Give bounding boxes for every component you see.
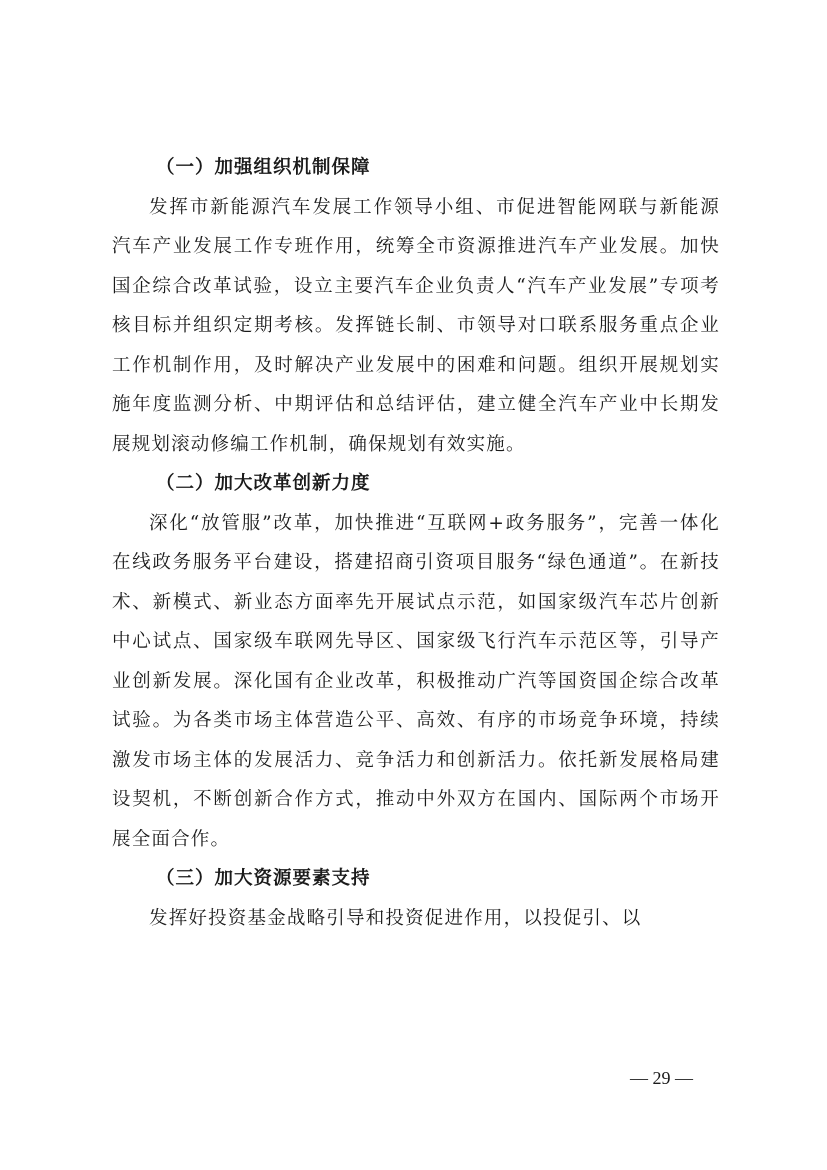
section-heading-2: （二）加大改革创新力度	[156, 473, 371, 494]
section-heading-1: （一）加强组织机制保障	[156, 157, 371, 178]
section-1-paragraph: 发挥市新能源汽车发展工作领导小组、市促进智能网联与新能源汽车产业发展工作专班作用，统筹全市资源推进汽车产业发展。加快国企综合改革试验，设立主要汽车企业负责人“汽车产业发展”专项考核目标并组织定期考核。发挥链长制、市领导对口联系服务重点企业工作机制作用，及时解决产业发展中的困难和问题。组织开展规划实施年度监测分析、中期评估和总结评估，建立健全汽车产业中长期发展规划滚动修编工作机制，确保规划有效实施。	[112, 196, 720, 455]
page-number: — 29 —	[630, 1068, 693, 1088]
section-heading-3: （三）加大资源要素支持	[156, 868, 371, 889]
document-body	[112, 148, 720, 938]
section-3-paragraph: 发挥好投资基金战略引导和投资促进作用，以投促引、以	[149, 907, 642, 929]
section-2-paragraph: 深化“放管服”改革，加快推进“互联网+政务服务”，完善一体化在线政务服务平台建设，搭建招商引资项目服务“绿色通道”。在新技术、新模式、新业态方面率先开展试点示范，如国家级汽车芯片创新中心试点、国家级车联网先导区、国家级飞行汽车示范区等，引导产业创新发展。深化国有企业改革，积极推动广汽等国资国企综合改革试验。为各类市场主体营造公平、高效、有序的市场竞争环境，持续激发市场主体的发展活力、竞争活力和创新活力。依托新发展格局建设契机，不断创新合作方式，推动中外双方在国内、国际两个市场开展全面合作。	[112, 512, 720, 850]
